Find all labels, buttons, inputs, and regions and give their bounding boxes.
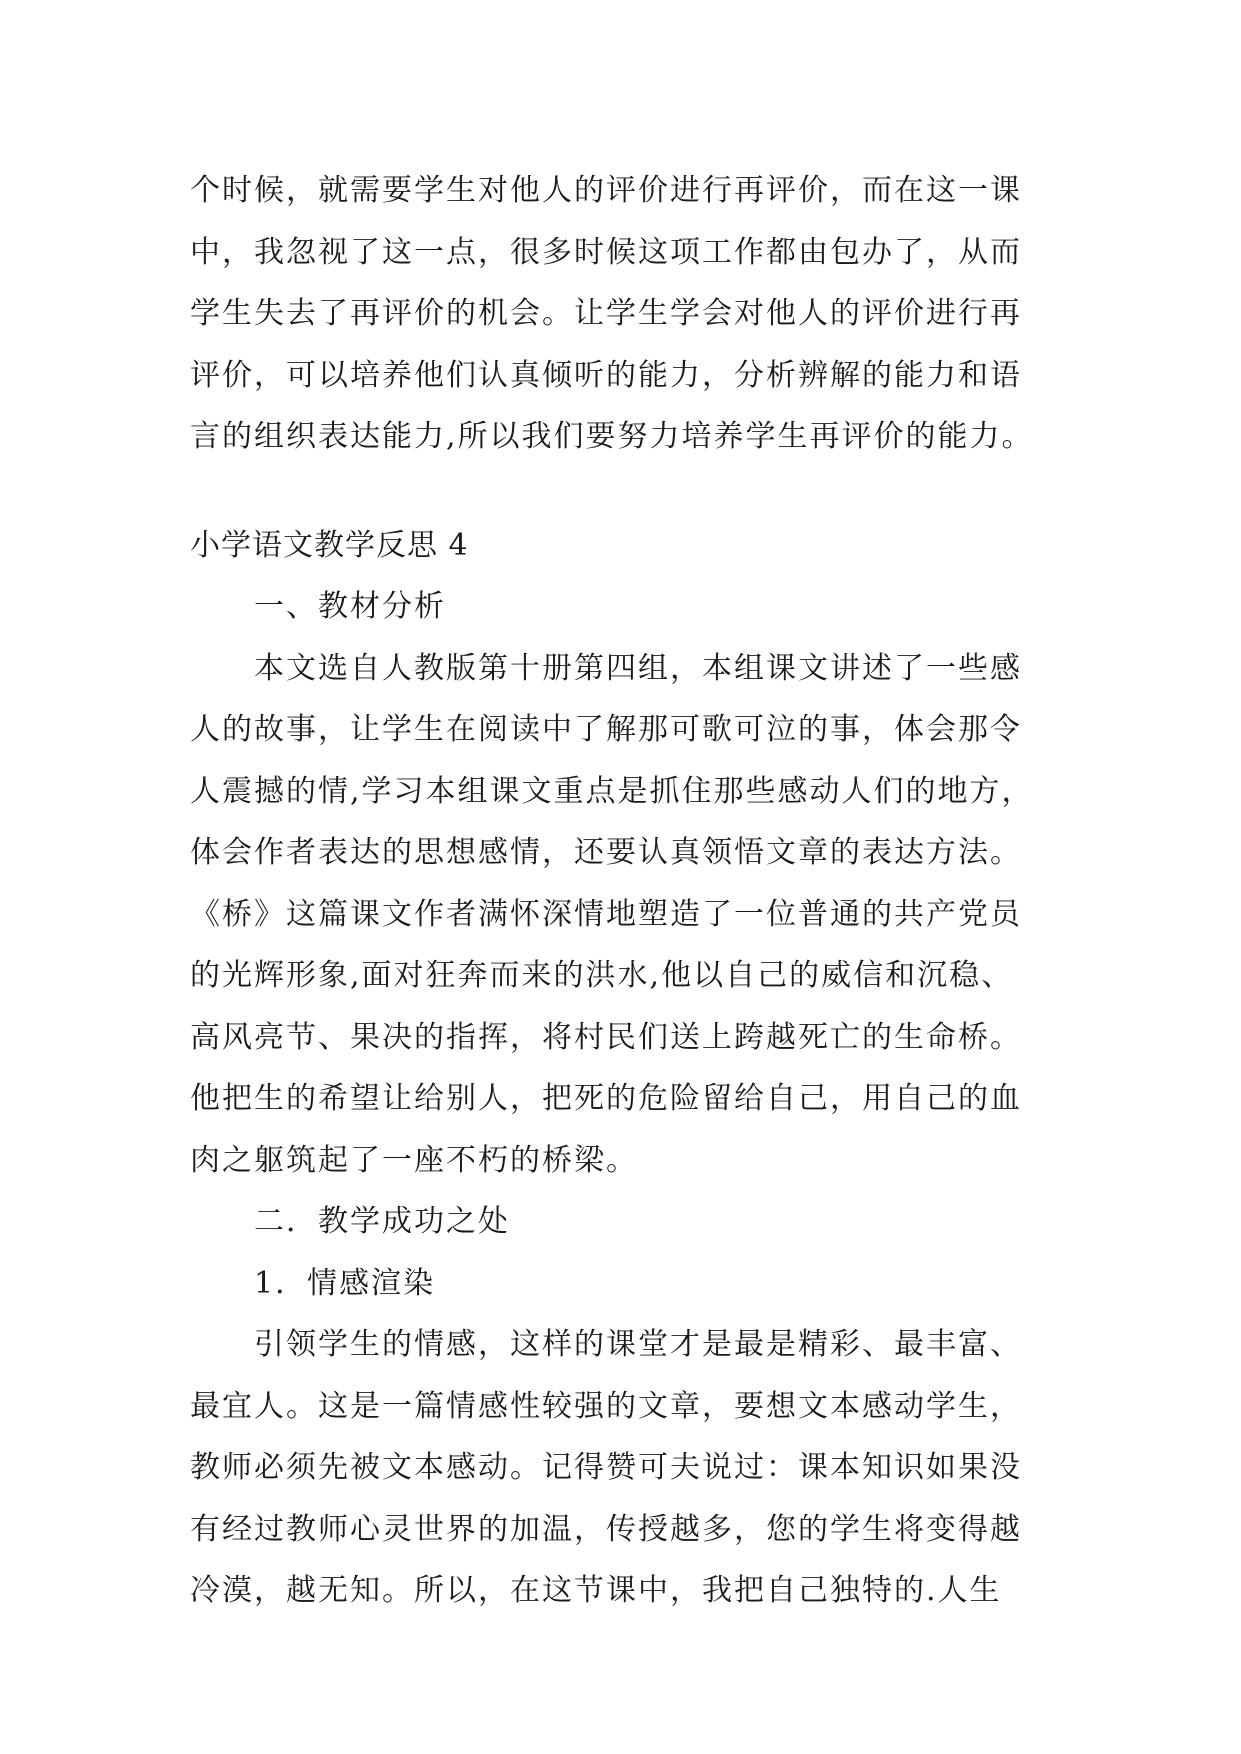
text-line: 高风亮节、果决的指挥，将村民们送上跨越死亡的生命桥。	[190, 1019, 1022, 1055]
text-line: 最宜人。这是一篇情感性较强的文章，要想文本感动学生，	[190, 1388, 1022, 1424]
heading-emotion-rendering: 1．情感渲染	[254, 1265, 436, 1301]
paragraph-continued	[190, 160, 1070, 468]
text-line: 中，我忽视了这一点，很多时候这项工作都由包办了，从而	[190, 234, 1022, 270]
paragraph-emotion	[190, 1314, 1070, 1622]
text-line: 评价，可以培养他们认真倾听的能力，分析辨解的能力和语	[190, 357, 1022, 393]
text-line: 人的故事，让学生在阅读中了解那可歌可泣的事，体会那令	[190, 712, 1022, 747]
paragraph-material-analysis	[190, 638, 1070, 1192]
text-line: 他把生的希望让给别人，把死的危险留给自己，用自己的血	[190, 1081, 1022, 1116]
text-line: 的光辉形象,面对狂奔而来的洪水,他以自己的威信和沉稳、	[190, 958, 1014, 993]
text-line: 体会作者表达的思想感情，还要认真领悟文章的表达方法。	[190, 835, 1022, 870]
text-line: 学生失去了再评价的机会。让学生学会对他人的评价进行再	[190, 296, 1022, 331]
document-page	[190, 160, 1070, 1622]
text-line: 引领学生的情感，这样的课堂才是最是精彩、最丰富、	[254, 1327, 1022, 1362]
text-line: 个时候，就需要学生对他人的评价进行再评价，而在这一课	[190, 173, 1022, 208]
text-line: 人震撼的情,学习本组课文重点是抓住那些感动人们的地方，	[190, 773, 1034, 809]
text-line: 冷漠，越无知。所以，在这节课中，我把自己独特的.人生	[190, 1573, 1002, 1608]
heading-material-analysis: 一、教材分析	[254, 589, 446, 624]
text-line: 《桥》这篇课文作者满怀深情地塑造了一位普通的共产党员	[190, 896, 1022, 932]
heading-teaching-success: 二．教学成功之处	[254, 1204, 510, 1239]
text-line: 言的组织表达能力,所以我们要努力培养学生再评价的能力。	[190, 419, 1034, 454]
text-line: 有经过教师心灵世界的加温，传授越多，您的学生将变得越	[190, 1511, 1022, 1547]
text-line: 本文选自人教版第十册第四组，本组课文讲述了一些感	[254, 650, 1022, 686]
paragraph-gap	[190, 468, 1070, 515]
section-title: 小学语文教学反思 4	[190, 527, 469, 563]
text-line: 肉之躯筑起了一座不朽的桥梁。	[190, 1142, 638, 1178]
text-line: 教师必须先被文本感动。记得赞可夫说过：课本知识如果没	[190, 1450, 1022, 1485]
